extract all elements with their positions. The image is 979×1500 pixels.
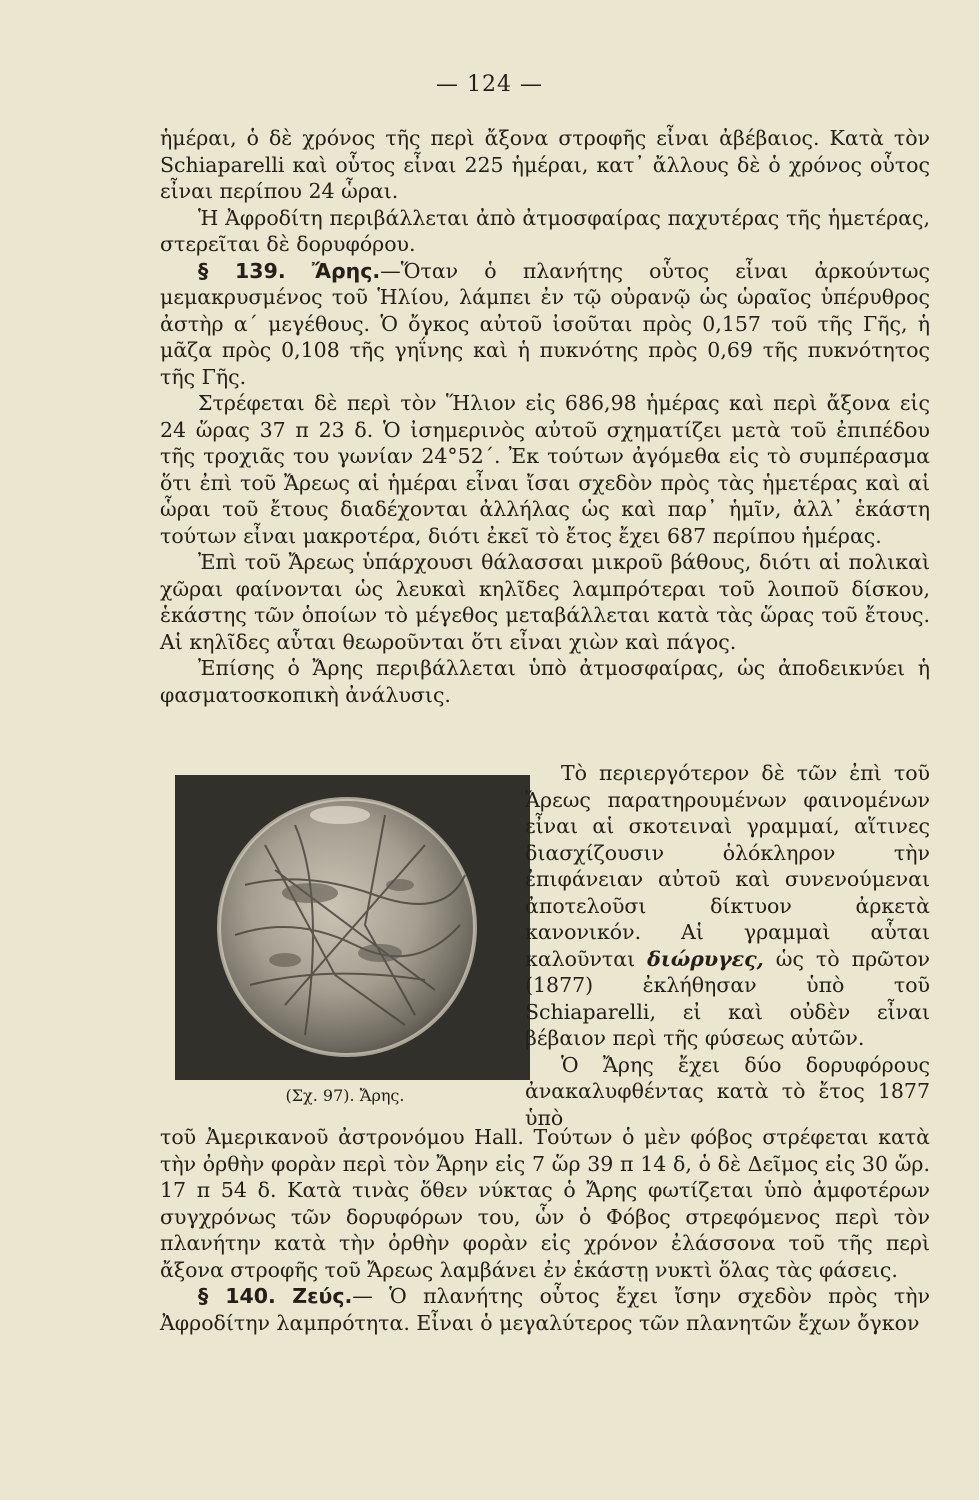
mars-figure [175,775,530,1080]
paragraph: Ὁ Ἄρης ἔχει δύο δορυφόρους ἀνακαλυφθέντας κατὰ τὸ ἔτος 1877 ὑπὸ [525,1052,930,1130]
paragraph: Ἐπίσης ὁ Ἄρης περιβάλλεται ὑπὸ ἀτμοσφαίρας, ὡς ἀποδεικνύει ἡ φασματοσκοπικὴ ἀνάλυσις. [160,656,930,707]
section-number: § 139. [198,258,286,283]
section-140 [160,1283,930,1336]
side-text-block [525,760,930,1131]
section-title: Ζεύς. [292,1284,353,1308]
page-number: — 124 — [436,72,543,97]
paragraph: Ἐπὶ τοῦ Ἄρεως ὑπάρχουσι θάλασσαι μικροῦ βάθους, διότι αἱ πολικαὶ χῶραι φαίνονται ὡς λευκαὶ κηλῖδες λαμπρότεραι τοῦ λοιποῦ δίσκου, ἑκάστης τῶν ὁποίων τὸ μέγεθος μεταβάλλεται κατὰ τὰς ὥρας τοῦ ἔτους. Αἱ κηλῖδες αὗται θεωροῦνται ὅτι εἶναι χιὼν καὶ πάγος. [160,550,930,654]
term-canals: διώρυγες, [647,946,764,971]
section-139 [160,258,930,391]
section-text: — Ὁ πλανήτης οὗτος ἔχει ἴσην σχεδὸν πρὸς τὴν Ἀφροδίτην λαμπρότητα. Εἶναι ὁ μεγαλύτερος τῶν πλανητῶν ἔχων ὄγκον [160,1284,930,1335]
section-number: § 140. [198,1284,276,1308]
paragraph: Ἡ Ἀφροδίτη περιβάλλεται ἀπὸ ἀτμοσφαίρας παχυτέρας τῆς ἡμετέρας, στερεῖται δὲ δορυφόρου. [160,205,930,256]
text-span: Τὸ περιεργότερον δὲ τῶν ἐπὶ τοῦ Ἄρεως παρατηρουμένων φαινομένων εἶναι αἱ σκοτειναὶ γραμμαί, αἵτινες διασχίζουσιν ὁλόκληρον τὴν ἐπιφάνειαν αὐτοῦ καὶ συνενούμεναι ἀποτελοῦσι δίκτυον ἀρκετὰ κανονικόν. Αἱ γραμμαὶ αὗται καλοῦνται [525,761,930,971]
top-text-block [160,125,930,708]
section-title: Ἄρης. [311,258,381,283]
text-span: ὡς τὸ πρῶτον (1877) ἐκλήθησαν ὑπὸ τοῦ Schiaparelli, εἰ καὶ οὐδὲν εἶναι βέβαιον περὶ τῆς φύσεως αὐτῶν. [525,946,930,1050]
paragraph: Στρέφεται δὲ περὶ τὸν Ἥλιον εἰς 686,98 ἡμέρας καὶ περὶ ἄξονα εἰς 24 ὥρας 37 π 23 δ. Ὁ ἰσημερινὸς αὐτοῦ σχηματίζει μετὰ τοῦ ἐπιπέδου τῆς τροχιᾶς του γωνίαν 24°52΄. Ἐκ τούτων ἀγόμεθα εἰς τὸ συμπέρασμα ὅτι ἐπὶ τοῦ Ἄρεως αἱ ἡμέραι εἶναι ἴσαι σχεδὸν πρὸς τὰς ἡμετέρας καὶ αἱ ὧραι τοῦ ἔτους διαδέχονται ἀλλήλας ὡς καὶ παρ᾽ ἡμῖν, ἀλλ᾽ ἑκάστη τούτων εἶναι μακροτέρα, διότι ἐκεῖ τὸ ἔτος ἔχει 687 περίπου ἡμέρας. [160,391,930,548]
paragraph: ἡμέραι, ὁ δὲ χρόνος τῆς περὶ ἄξονα στροφῆς εἶναι ἀβέβαιος. Κατὰ τὸν Schiaparelli καὶ οὗτος εἶναι 225 ἡμέραι, κατ᾽ ἄλλους δὲ ὁ χρόνος οὗτος εἶναι περίπου 24 ὧραι. [160,126,930,203]
section-text: —Ὅταν ὁ πλανήτης οὗτος εἶναι ἀρκούντως μεμακρυσμένος τοῦ Ἡλίου, λάμπει ἐν τῷ οὐρανῷ ὡς ὡραῖος ὑπέρυθρος ἀστὴρ α΄ μεγέθους. Ὁ ὄγκος αὐτοῦ ἰσοῦται πρὸς 0,157 τοῦ τῆς Γῆς, ἡ μᾶζα πρὸς 0,108 τῆς γηΐνης καὶ ἡ πυκνότης πρὸς 0,69 τῆς πυκνότητος τῆς Γῆς. [160,258,930,389]
paragraph [525,760,930,1052]
figure-caption: (Σχ. 97). Ἄρης. [285,1086,405,1105]
mars-illustration [175,775,530,1080]
bottom-text-block [160,1124,930,1336]
paragraph: τοῦ Ἀμερικανοῦ ἀστρονόμου Hall. Τούτων ὁ μὲν φόβος στρέφεται κατὰ τὴν ὀρθὴν φορὰν περὶ τὸν Ἄρην εἰς 7 ὥρ 39 π 14 δ, ὁ δὲ Δεῖμος εἰς 30 ὥρ. 17 π 54 δ. Κατὰ τινὰς ὅθεν νύκτας ὁ Ἄρης φωτίζεται ὑπὸ ἀμφοτέρων συγχρόνως τῶν δορυφόρων του, ὧν ὁ Φόβος στρεφόμενος περὶ τὸν πλανήτην κατὰ τὴν ὀρθὴν φορὰν εἰς χρόνον ἐλάσσονα τοῦ τῆς περὶ ἄξονα στροφῆς τοῦ Ἄρεως λαμβάνει ἐν ἑκάστῃ νυκτὶ ὅλας τὰς φάσεις. [160,1125,930,1282]
